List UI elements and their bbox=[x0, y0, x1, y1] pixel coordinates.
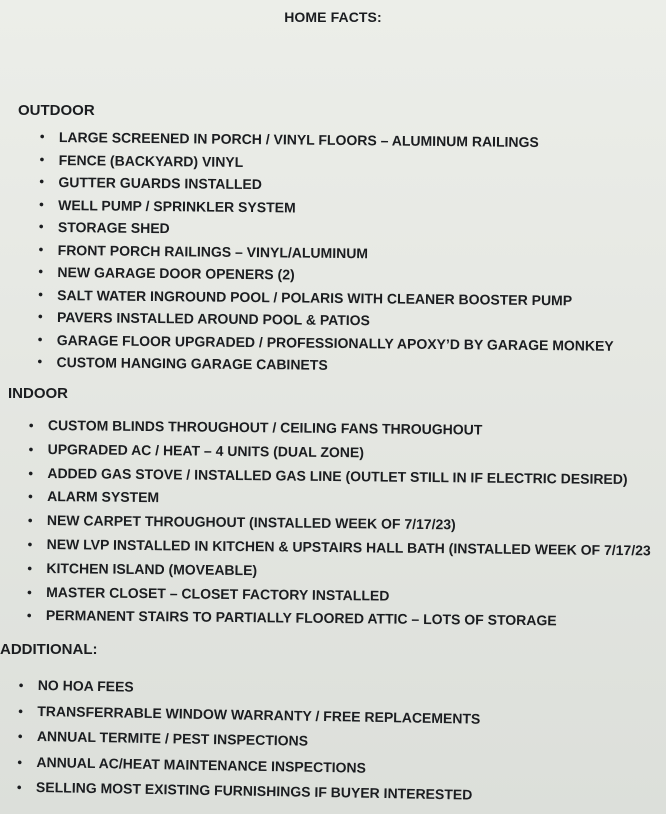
bullet-icon: • bbox=[38, 286, 43, 302]
list-item-text: UPGRADED AC / HEAT – 4 UNITS (DUAL ZONE) bbox=[47, 440, 365, 461]
list-item-text: ALARM SYSTEM bbox=[47, 488, 160, 506]
bullet-icon: • bbox=[39, 128, 45, 144]
bullet-icon: • bbox=[27, 512, 33, 529]
bullet-icon: • bbox=[38, 218, 44, 234]
bullet-icon: • bbox=[18, 677, 24, 693]
bullet-icon: • bbox=[26, 608, 32, 624]
bullet-icon: • bbox=[28, 489, 33, 505]
list-item-text: ANNUAL AC/HEAT MAINTENANCE INSPECTIONS bbox=[36, 753, 367, 776]
list-item-text: ANNUAL TERMITE / PEST INSPECTIONS bbox=[36, 727, 309, 749]
bullet-icon: • bbox=[27, 536, 33, 552]
list-item-text: SALT WATER INGROUND POOL / POLARIS WITH CLEANER BOOSTER PUMP bbox=[57, 286, 573, 308]
list-item-text: STORAGE SHED bbox=[57, 218, 170, 237]
bullet-icon: • bbox=[37, 331, 43, 347]
section-heading-additional: ADDITIONAL: bbox=[0, 641, 98, 658]
list-item-text: FENCE (BACKYARD) VINYL bbox=[58, 151, 244, 170]
page-title: HOME FACTS: bbox=[284, 9, 382, 25]
list-item-text: TRANSFERRABLE WINDOW WARRANTY / FREE REPLACEMENTS bbox=[37, 702, 481, 727]
bullet-icon: • bbox=[18, 703, 24, 719]
bullet-icon: • bbox=[28, 441, 34, 457]
list-item bbox=[37, 351, 613, 379]
list-item-text: KITCHEN ISLAND (MOVEABLE) bbox=[46, 559, 258, 578]
bullet-icon: • bbox=[17, 728, 23, 744]
list-item-text: NEW GARAGE DOOR OPENERS (2) bbox=[57, 263, 295, 283]
bullet-icon: • bbox=[39, 173, 45, 189]
indoor-list bbox=[26, 414, 652, 634]
list-item-text: FRONT PORCH RAILINGS – VINYL/ALUMINUM bbox=[57, 241, 369, 261]
list-item-text: LARGE SCREENED IN PORCH / VINYL FLOORS – ALUMINUM RAILINGS bbox=[58, 128, 539, 151]
outdoor-list bbox=[37, 126, 616, 379]
bullet-icon: • bbox=[17, 754, 23, 770]
bullet-icon: • bbox=[37, 353, 43, 369]
list-item-text: NEW CARPET THROUGHOUT (INSTALLED WEEK OF 7/17/23) bbox=[46, 512, 456, 533]
list-item-text: PAVERS INSTALLED AROUND POOL & PATIOS bbox=[56, 308, 371, 329]
list-item-text: CUSTOM HANGING GARAGE CABINETS bbox=[56, 353, 328, 373]
additional-list bbox=[16, 673, 481, 808]
list-item-text: GUTTER GUARDS INSTALLED bbox=[58, 173, 263, 193]
list-item-text: GARAGE FLOOR UPGRADED / PROFESSIONALLY APOXY’D BY GARAGE MONKEY bbox=[56, 331, 614, 354]
bullet-icon: • bbox=[39, 196, 44, 212]
list-item-text: CUSTOM BLINDS THROUGHOUT / CEILING FANS THROUGHOUT bbox=[47, 416, 483, 438]
bullet-icon: • bbox=[38, 241, 44, 257]
bullet-icon: • bbox=[38, 263, 44, 279]
list-item-text: ADDED GAS STOVE / INSTALLED GAS LINE (OUTLET STILL IN IF ELECTRIC DESIRED) bbox=[47, 464, 628, 487]
bullet-icon: • bbox=[27, 560, 33, 576]
list-item-text: WELL PUMP / SPRINKLER SYSTEM bbox=[58, 196, 296, 215]
bullet-icon: • bbox=[39, 151, 45, 167]
list-item-text: PERMANENT STAIRS TO PARTIALLY FLOORED ATTIC – LOTS OF STORAGE bbox=[45, 607, 557, 629]
list-item-text: NEW LVP INSTALLED IN KITCHEN & UPSTAIRS HALL BATH (INSTALLED WEEK OF 7/17/23 bbox=[46, 535, 651, 559]
section-heading-outdoor: OUTDOOR bbox=[18, 102, 95, 119]
bullet-icon: • bbox=[28, 465, 34, 481]
bullet-icon: • bbox=[37, 308, 43, 324]
list-item-text: MASTER CLOSET – CLOSET FACTORY INSTALLED bbox=[46, 583, 390, 604]
list-item-text: NO HOA FEES bbox=[37, 676, 134, 695]
bullet-icon: • bbox=[16, 779, 22, 795]
bullet-icon: • bbox=[28, 417, 34, 433]
bullet-icon: • bbox=[27, 584, 32, 600]
list-item-text: SELLING MOST EXISTING FURNISHINGS IF BUYER INTERESTED bbox=[35, 778, 473, 803]
list-item bbox=[26, 604, 650, 634]
section-heading-indoor: INDOOR bbox=[8, 385, 68, 402]
